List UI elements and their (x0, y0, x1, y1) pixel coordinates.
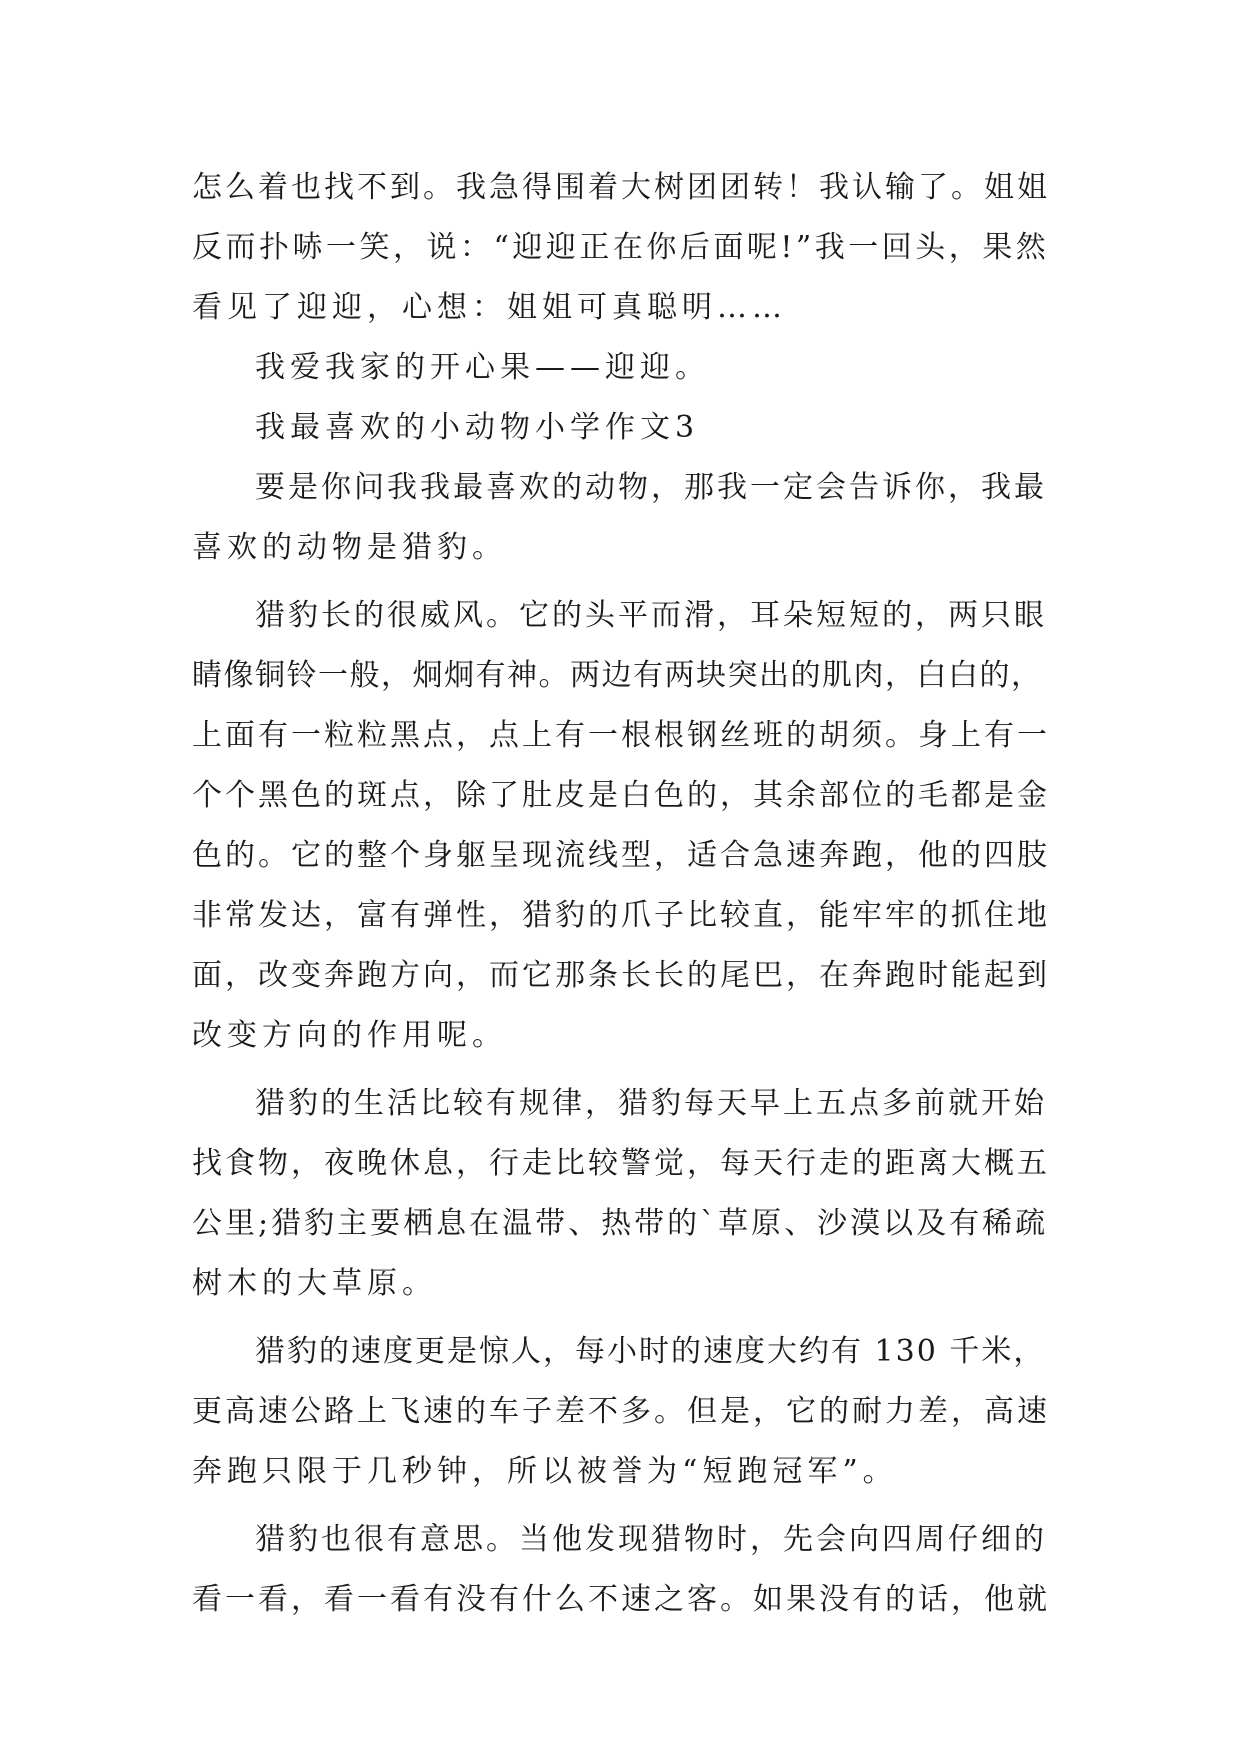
text-line: 反而扑哧一笑，说：“迎迎正在你后面呢!”我一回头，果然 (192, 230, 1050, 265)
section-title: 我最喜欢的小动物小学作文3 (255, 410, 700, 445)
text-line: 面，改变奔跑方向，而它那条长长的尾巴，在奔跑时能起到 (192, 958, 1050, 993)
text-line: 改变方向的作用呢。 (192, 1018, 507, 1053)
paragraph-line: 我爱我家的开心果——迎迎。 (255, 350, 710, 385)
text-line: 个个黑色的斑点，除了肚皮是白色的，其余部位的毛都是金 (192, 778, 1050, 813)
text-line: 更高速公路上飞速的车子差不多。但是，它的耐力差，高速 (192, 1394, 1050, 1429)
text-line: 树木的大草原。 (192, 1266, 437, 1301)
text-line: 看一看，看一看有没有什么不速之客。如果没有的话，他就 (192, 1582, 1050, 1617)
text-line: 奔跑只限于几秒钟，所以被誉为“短跑冠军”。 (192, 1454, 898, 1489)
text-line: 睛像铜铃一般，炯炯有神。两边有两块突出的肌肉，白白的， (192, 658, 1043, 693)
paragraph-line: 要是你问我我最喜欢的动物，那我一定会告诉你，我最 (255, 470, 1047, 505)
text-line: 色的。它的整个身躯呈现流线型，适合急速奔跑，他的四肢 (192, 838, 1050, 873)
paragraph-line: 猎豹也很有意思。当他发现猎物时，先会向四周仔细的 (255, 1522, 1047, 1557)
paragraph-line: 猎豹的生活比较有规律，猎豹每天早上五点多前就开始 (255, 1086, 1047, 1121)
text-line: 怎么着也找不到。我急得围着大树团团转！我认输了。姐姐 (192, 170, 1050, 205)
paragraph-line: 猎豹的速度更是惊人，每小时的速度大约有 130 千米， (255, 1334, 1046, 1369)
text-line: 找食物，夜晚休息，行走比较警觉，每天行走的距离大概五 (192, 1146, 1050, 1181)
text-line: 上面有一粒粒黑点，点上有一根根钢丝班的胡须。身上有一 (192, 718, 1050, 753)
text-line: 喜欢的动物是猎豹。 (192, 530, 507, 565)
text-line: 非常发达，富有弹性，猎豹的爪子比较直，能牢牢的抓住地 (192, 898, 1050, 933)
paragraph-line: 猎豹长的很威风。它的头平而滑，耳朵短短的，两只眼 (255, 598, 1047, 633)
text-line: 看见了迎迎，心想：姐姐可真聪明…… (192, 290, 787, 325)
text-line: 公里;猎豹主要栖息在温带、热带的`草原、沙漠以及有稀疏 (192, 1206, 1049, 1241)
document-body (192, 158, 1052, 1630)
